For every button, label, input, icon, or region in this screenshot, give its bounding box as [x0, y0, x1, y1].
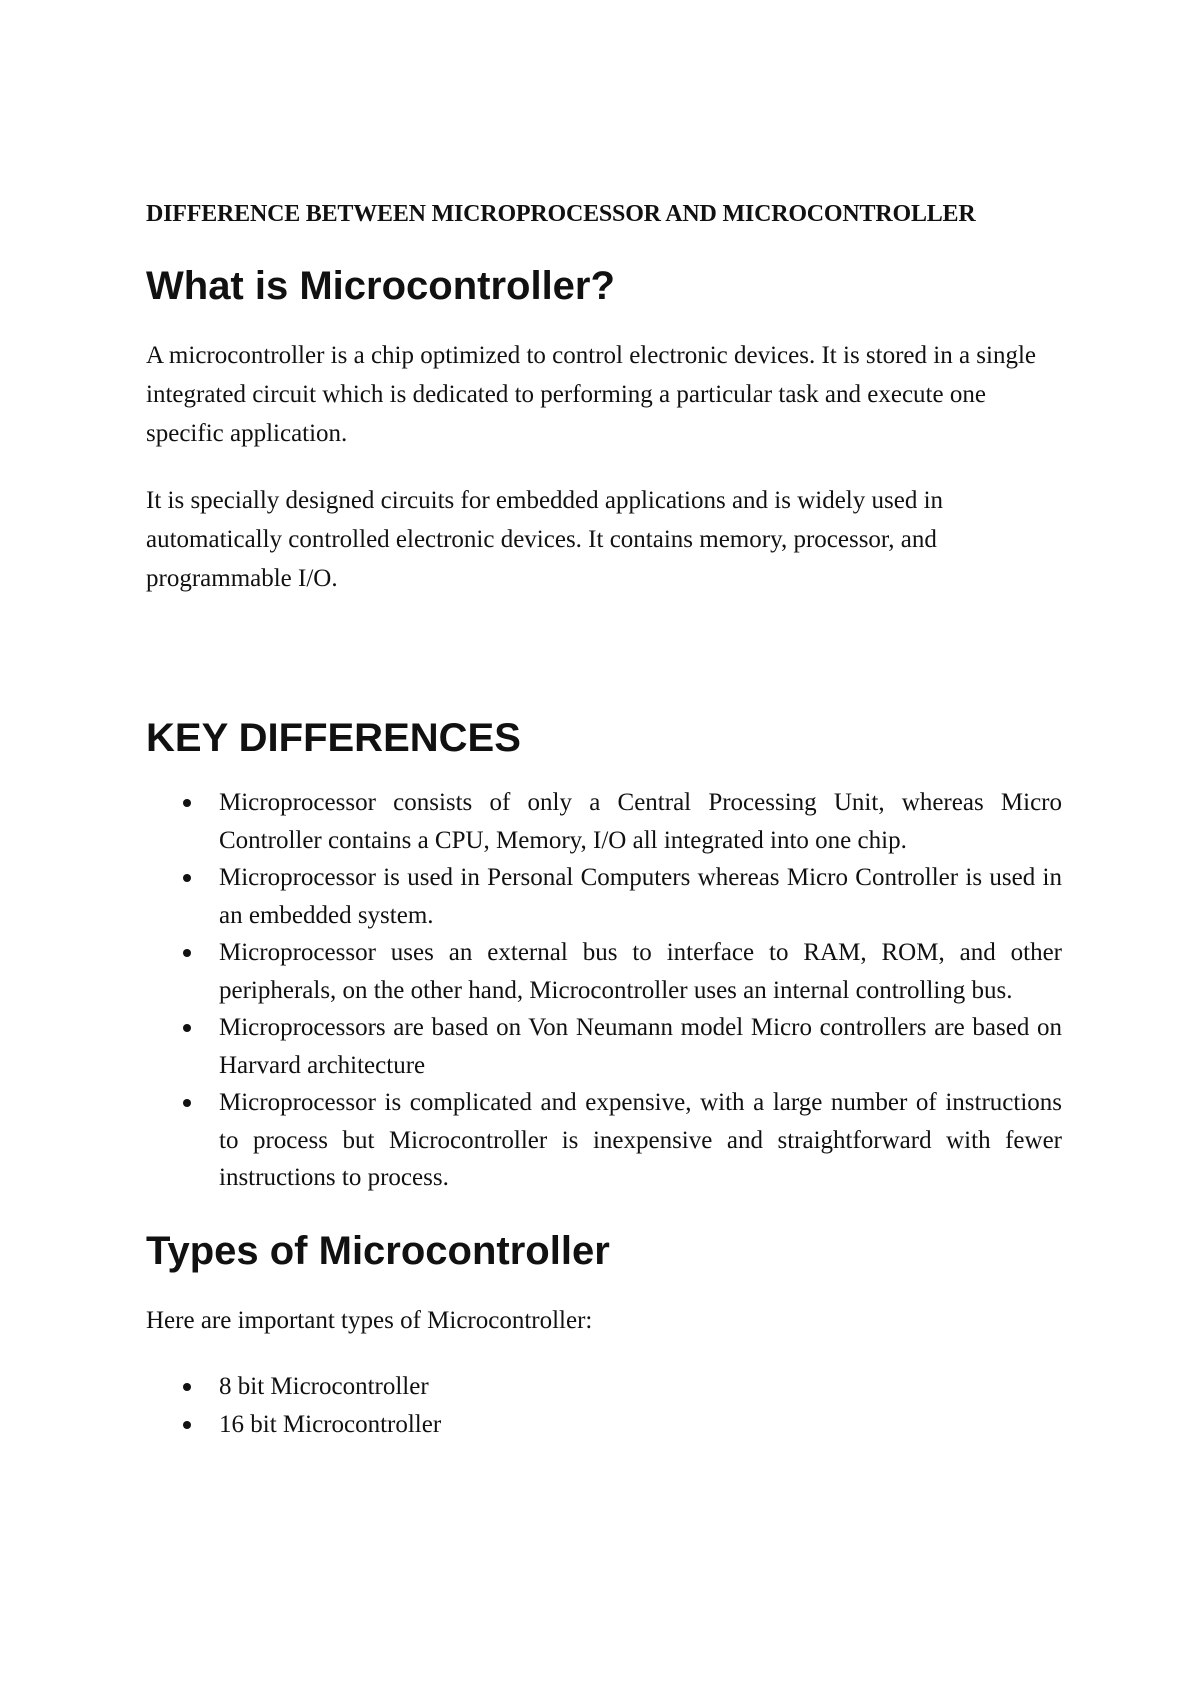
list-item-text: Microprocessors are based on Von Neumann model Micro controllers are based on Harvard architecture — [219, 1014, 1062, 1079]
paragraph-definition: A microcontroller is a chip optimized to control electronic devices. It is stored in a single integrated circuit which is dedicated to performing a particular task and execute one specific application. — [146, 342, 1037, 447]
bullet-icon — [183, 1383, 191, 1391]
list-item-text: 16 bit Microcontroller — [219, 1410, 442, 1438]
list-item — [146, 784, 1062, 859]
document-content — [146, 196, 1062, 1444]
heading-what-is-microcontroller: What is Microcontroller? — [146, 264, 615, 308]
document-title: DIFFERENCE BETWEEN MICROPROCESSOR AND MICROCONTROLLER — [146, 201, 976, 227]
list-item — [146, 1368, 1062, 1406]
types-list — [146, 1368, 1062, 1444]
list-item — [146, 1009, 1062, 1084]
paragraph-types-intro: Here are important types of Microcontroller: — [146, 1306, 593, 1334]
list-item — [146, 1084, 1062, 1197]
bullet-icon — [183, 799, 191, 807]
key-differences-list — [146, 784, 1062, 1197]
list-item — [146, 859, 1062, 934]
heading-types-of-microcontroller: Types of Microcontroller — [146, 1228, 610, 1273]
list-item — [146, 934, 1062, 1009]
bullet-icon — [183, 1024, 191, 1032]
list-item-text: Microprocessor uses an external bus to interface to RAM, ROM, and other peripherals, on the other hand, Microcontroller uses an internal controlling bus. — [219, 939, 1062, 1004]
list-item-text: Microprocessor consists of only a Central Processing Unit, whereas Micro Controller contains a CPU, Memory, I/O all integrated into one chip. — [219, 789, 1062, 854]
list-item-text: 8 bit Microcontroller — [219, 1372, 429, 1400]
bullet-icon — [183, 949, 191, 957]
heading-key-differences: KEY DIFFERENCES — [146, 716, 521, 760]
bullet-icon — [183, 1099, 191, 1107]
bullet-icon — [183, 874, 191, 882]
list-item — [146, 1406, 1062, 1444]
bullet-icon — [183, 1421, 191, 1429]
list-item-text: Microprocessor is used in Personal Computers whereas Micro Controller is used in an embedded system. — [219, 864, 1062, 929]
list-item-text: Microprocessor is complicated and expensive, with a large number of instructions to process but Microcontroller is inexpensive and straightforward with fewer instructions to process. — [219, 1089, 1062, 1191]
paragraph-embedded-use: It is specially designed circuits for embedded applications and is widely used in automatically controlled electronic devices. It contains memory, processor, and programmable I/O. — [146, 487, 944, 592]
